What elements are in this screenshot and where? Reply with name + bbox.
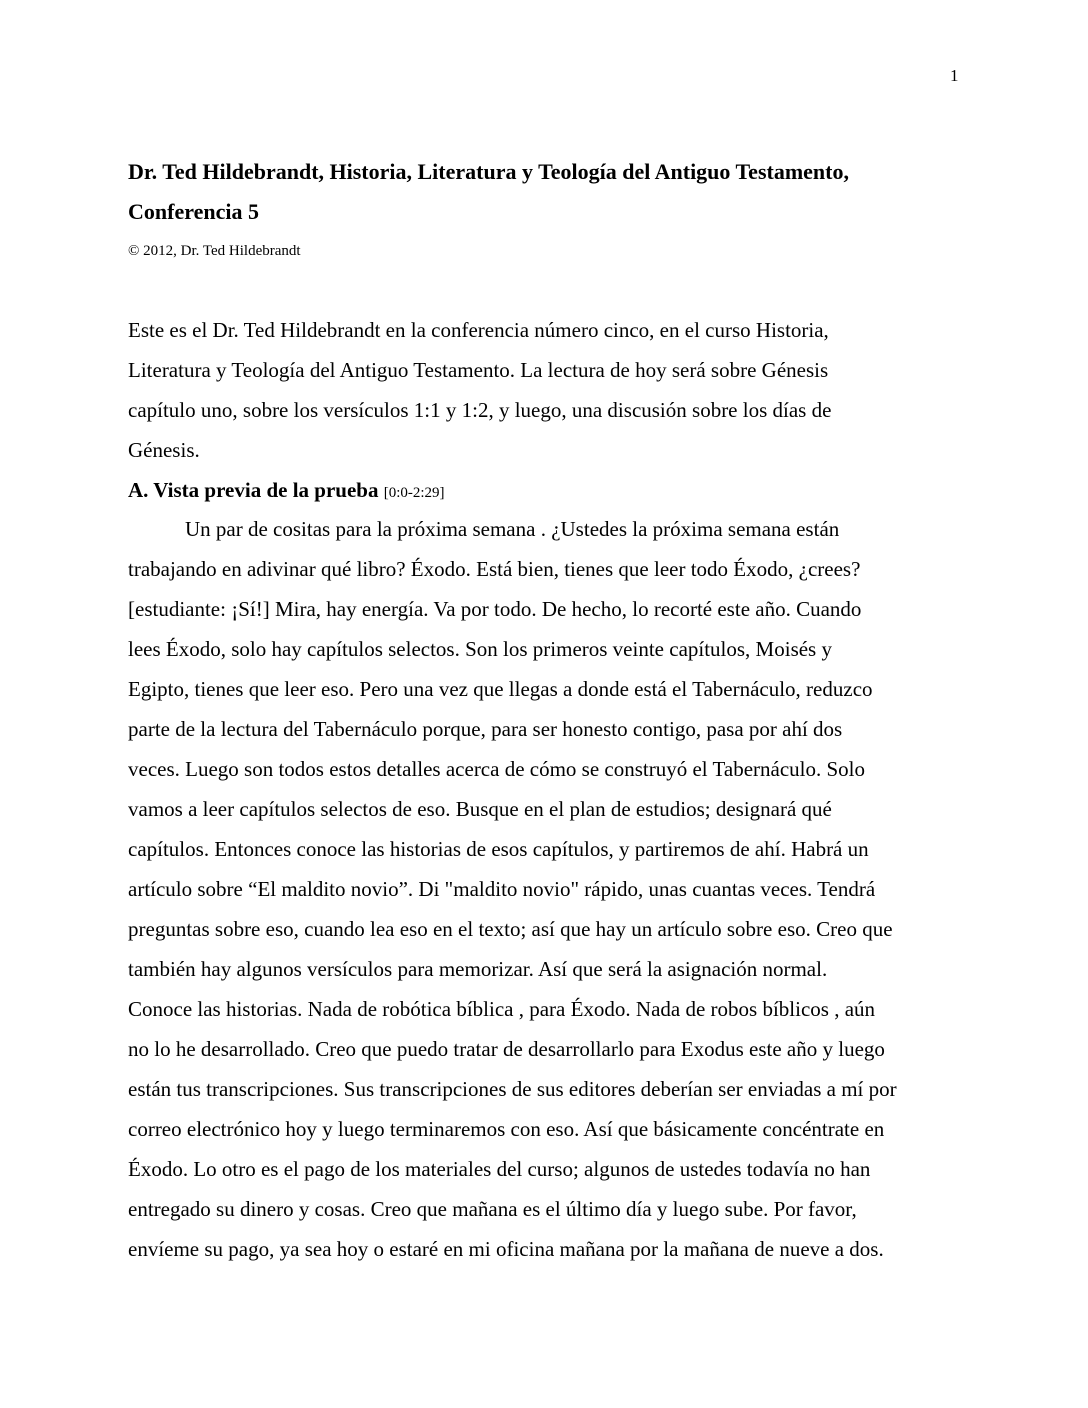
- body-line: artículo sobre “El maldito novio”. Di "maldito novio" rápido, unas cuantas veces. Tendrá: [128, 877, 876, 901]
- body-line: también hay algunos versículos para memorizar. Así que será la asignación normal.: [128, 957, 828, 981]
- body-line: parte de la lectura del Tabernáculo porque, para ser honesto contigo, pasa por ahí dos: [128, 717, 843, 741]
- body-line: Egipto, tienes que leer eso. Pero una vez que llegas a donde está el Tabernáculo, reduzco: [128, 677, 873, 701]
- intro-line: capítulo uno, sobre los versículos 1:1 y 1:2, y luego, una discusión sobre los días de: [128, 398, 832, 422]
- intro-paragraph: [128, 310, 968, 470]
- body-line: Conoce las historias. Nada de robótica bíblica , para Éxodo. Nada de robos bíblicos , aún: [128, 997, 876, 1021]
- body-line: correo electrónico hoy y luego terminaremos con eso. Así que básicamente concéntrate en: [128, 1117, 885, 1141]
- body-line: preguntas sobre eso, cuando lea eso en el texto; así que hay un artículo sobre eso. Creo que: [128, 917, 893, 941]
- title-line-2: Conferencia 5: [128, 199, 259, 224]
- intro-line: Este es el Dr. Ted Hildebrandt en la conferencia número cinco, en el curso Historia,: [128, 318, 829, 342]
- intro-line: Génesis.: [128, 438, 200, 462]
- intro-line: Literatura y Teología del Antiguo Testamento. La lectura de hoy será sobre Génesis: [128, 358, 829, 382]
- body-line: vamos a leer capítulos selectos de eso. Busque en el plan de estudios; designará qué: [128, 797, 832, 821]
- body-line: capítulos. Entonces conoce las historias de esos capítulos, y partiremos de ahí. Habrá un: [128, 837, 869, 861]
- body-line: trabajando en adivinar qué libro? Éxodo. Está bien, tienes que leer todo Éxodo, ¿crees?: [128, 557, 861, 581]
- body-line: entregado su dinero y cosas. Creo que mañana es el último día y luego sube. Por favor,: [128, 1197, 857, 1221]
- section-timestamp: [0:0-2:29]: [383, 485, 445, 501]
- body-line: envíeme su pago, ya sea hoy o estaré en mi oficina mañana por la mañana de nueve a dos.: [128, 1237, 884, 1261]
- body-line: [estudiante: ¡Sí!] Mira, hay energía. Va por todo. De hecho, lo recorté este año. Cuando: [128, 597, 862, 621]
- page-number: 1: [950, 66, 959, 85]
- body-line: lees Éxodo, solo hay capítulos selectos. Son los primeros veinte capítulos, Moisés y: [128, 637, 832, 661]
- body-line: no lo he desarrollado. Creo que puedo tratar de desarrollarlo para Exodus este año y luego: [128, 1037, 885, 1061]
- body-line: veces. Luego son todos estos detalles acerca de cómo se construyó el Tabernáculo. Solo: [128, 757, 865, 781]
- body-line: están tus transcripciones. Sus transcripciones de sus editores deberían ser enviadas a mí por: [128, 1077, 897, 1101]
- body-line: Éxodo. Lo otro es el pago de los materiales del curso; algunos de ustedes todavía no han: [128, 1157, 871, 1181]
- document-title: [128, 152, 988, 232]
- body-paragraph: [128, 509, 968, 1269]
- section-heading-text: A. Vista previa de la prueba: [128, 478, 379, 502]
- title-line-1: Dr. Ted Hildebrandt, Historia, Literatura y Teología del Antiguo Testamento,: [128, 159, 849, 184]
- section-heading: [128, 470, 445, 513]
- body-line: Un par de cositas para la próxima semana . ¿Ustedes la próxima semana están: [185, 517, 840, 541]
- copyright-notice: © 2012, Dr. Ted Hildebrandt: [128, 243, 301, 259]
